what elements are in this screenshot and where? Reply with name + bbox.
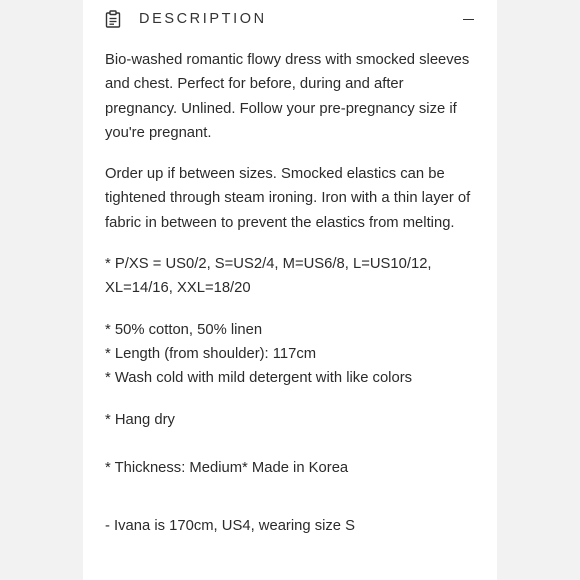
collapse-button[interactable] <box>461 10 479 28</box>
detail-item: * 50% cotton, 50% linen <box>105 321 263 338</box>
details-list <box>105 318 475 391</box>
sizing-note: Order up if between sizes. Smocked elastics can be tightened through steam ironing. Iron with a thin layer of fabric in between to prevent the elastics from melting. <box>105 166 471 231</box>
description-header[interactable] <box>83 0 497 38</box>
clipboard-icon <box>105 10 121 28</box>
minus-icon <box>463 19 474 20</box>
description-panel <box>83 0 497 580</box>
size-chart: * P/XS = US0/2, S=US2/4, M=US6/8, L=US10/12, XL=14/16, XXL=18/20 <box>105 256 432 297</box>
detail-item: * Wash cold with mild detergent with like colors <box>105 370 413 387</box>
model-note: - Ivana is 170cm, US4, wearing size S <box>105 518 356 535</box>
detail-item: * Length (from shoulder): 117cm <box>105 345 317 362</box>
description-body <box>105 48 475 538</box>
section-title: DESCRIPTION <box>139 11 267 27</box>
care-note: * Hang dry <box>105 411 175 428</box>
thickness-note: * Thickness: Medium* Made in Korea <box>105 459 349 476</box>
description-intro: Bio-washed romantic flowy dress with smocked sleeves and chest. Perfect for before, during and after pregnancy. Unlined. Follow your pre-pregnancy size if you're pregnant. <box>105 52 470 141</box>
